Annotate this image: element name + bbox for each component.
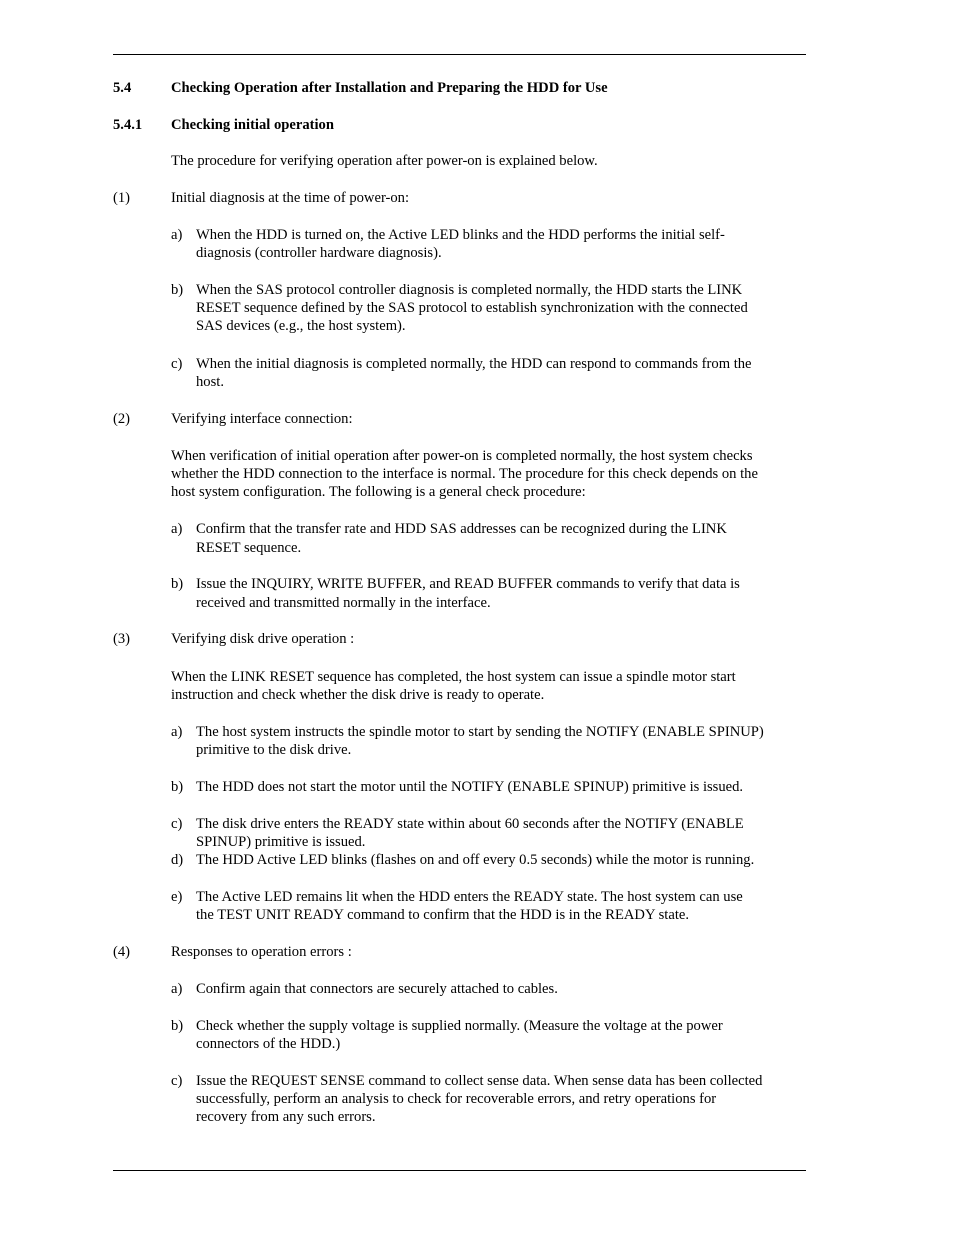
list-item-text: When the HDD is turned on, the Active LED blinks and the HDD performs the initial self-	[196, 227, 725, 243]
list-marker: b)	[171, 282, 184, 298]
list-marker: a)	[171, 227, 183, 243]
step-number: (1)	[113, 190, 131, 206]
paragraph-line: instruction and check whether the disk drive is ready to operate.	[171, 687, 545, 703]
list-item-text: Check whether the supply voltage is supplied normally. (Measure the voltage at the power	[196, 1018, 723, 1034]
step-heading: Initial diagnosis at the time of power-on:	[171, 190, 410, 206]
list-item-text: diagnosis (controller hardware diagnosis).	[196, 245, 442, 261]
list-marker: a)	[171, 724, 183, 740]
header-rule	[113, 54, 806, 55]
subsection-number: 5.4.1	[113, 117, 143, 133]
subsection-title: Checking initial operation	[171, 117, 334, 133]
list-marker: b)	[171, 1018, 184, 1034]
step-heading: Verifying interface connection:	[171, 411, 353, 427]
section-number: 5.4	[113, 80, 132, 96]
list-item-text: SPINUP) primitive is issued.	[196, 834, 366, 850]
list-item-text: connectors of the HDD.)	[196, 1036, 341, 1052]
list-item-text: The disk drive enters the READY state within about 60 seconds after the NOTIFY (ENABLE	[196, 816, 744, 832]
list-item-text: RESET sequence.	[196, 540, 302, 556]
list-item-text: Issue the INQUIRY, WRITE BUFFER, and READ BUFFER commands to verify that data is	[196, 576, 740, 592]
step-number: (4)	[113, 944, 131, 960]
list-marker: c)	[171, 816, 183, 832]
list-item-text: Issue the REQUEST SENSE command to collect sense data. When sense data has been collected	[196, 1073, 763, 1089]
list-item-text: the TEST UNIT READY command to confirm that the HDD is in the READY state.	[196, 907, 690, 923]
list-marker: b)	[171, 779, 184, 795]
list-marker: d)	[171, 852, 184, 868]
section-title: Checking Operation after Installation and Preparing the HDD for Use	[171, 80, 608, 96]
list-marker: e)	[171, 889, 183, 905]
list-item-text: The Active LED remains lit when the HDD enters the READY state. The host system can use	[196, 889, 743, 905]
list-item-text: The HDD does not start the motor until the NOTIFY (ENABLE SPINUP) primitive is issued.	[196, 779, 744, 795]
paragraph-line: host system configuration. The following is a general check procedure:	[171, 484, 586, 500]
list-marker: a)	[171, 521, 183, 537]
list-item-text: The HDD Active LED blinks (flashes on and off every 0.5 seconds) while the motor is running.	[196, 852, 755, 868]
list-marker: c)	[171, 356, 183, 372]
list-item-text: successfully, perform an analysis to check for recoverable errors, and retry operations for	[196, 1091, 717, 1107]
intro-paragraph: The procedure for verifying operation after power-on is explained below.	[171, 153, 598, 169]
step-number: (2)	[113, 411, 131, 427]
step-heading: Verifying disk drive operation :	[171, 631, 355, 647]
list-item-text: Confirm again that connectors are securely attached to cables.	[196, 981, 558, 997]
list-item-text: primitive to the disk drive.	[196, 742, 352, 758]
step-heading: Responses to operation errors :	[171, 944, 352, 960]
list-item-text: recovery from any such errors.	[196, 1109, 376, 1125]
list-item-text: When the initial diagnosis is completed normally, the HDD can respond to commands from the	[196, 356, 752, 372]
list-item-text: host.	[196, 374, 224, 390]
list-item-text: received and transmitted normally in the interface.	[196, 595, 491, 611]
paragraph-line: whether the HDD connection to the interface is normal. The procedure for this check depends on the	[171, 466, 758, 482]
list-item-text: SAS devices (e.g., the host system).	[196, 318, 406, 334]
footer-rule	[113, 1170, 806, 1171]
paragraph-line: When verification of initial operation after power-on is completed normally, the host system checks	[171, 448, 753, 464]
list-item-text: RESET sequence defined by the SAS protocol to establish synchronization with the connected	[196, 300, 748, 316]
list-marker: c)	[171, 1073, 183, 1089]
step-number: (3)	[113, 631, 131, 647]
list-marker: a)	[171, 981, 183, 997]
list-item-text: When the SAS protocol controller diagnosis is completed normally, the HDD starts the LINK	[196, 282, 743, 298]
list-item-text: The host system instructs the spindle motor to start by sending the NOTIFY (ENABLE SPINUP)	[196, 724, 764, 740]
list-item-text: Confirm that the transfer rate and HDD SAS addresses can be recognized during the LINK	[196, 521, 727, 537]
list-marker: b)	[171, 576, 184, 592]
paragraph-line: When the LINK RESET sequence has completed, the host system can issue a spindle motor start	[171, 669, 736, 685]
